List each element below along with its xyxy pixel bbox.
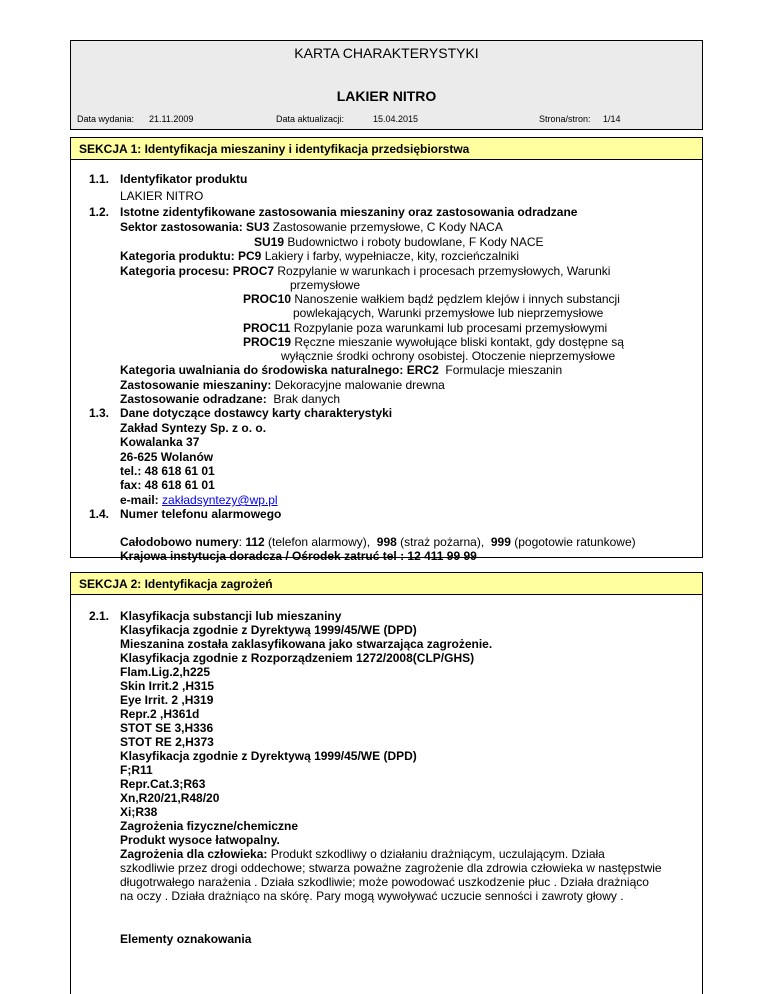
company-phone: tel.: 48 618 61 01 [120, 464, 215, 478]
human-hazard-line: szkodliwie przez drogi oddechowe; stwarza poważne zagrożenie dla zdrowia człowieka w następstwie [120, 861, 662, 875]
subsection-title: Istotne zidentyfikowane zastosowania mieszaniny oraz zastosowania odradzane [120, 205, 578, 219]
company-city: 26-625 Wolanów [120, 450, 214, 464]
subsection-title: Numer telefonu alarmowego [120, 507, 282, 521]
section-2-heading: SEKCJA 2: Identyfikacja zagrożeń [70, 572, 703, 595]
section-number: 1.1. [89, 172, 110, 186]
hazard-line: Repr.2 ,H361d [120, 707, 200, 721]
subsection-title: Identyfikator produktu [120, 172, 248, 186]
hazard-line: Klasyfikacja zgodnie z Rozporządzeniem 1272/2008(CLP/GHS) [120, 651, 475, 665]
subsection-title: Dane dotyczące dostawcy karty charakterystyki [120, 406, 393, 420]
company-street: Kowalanka 37 [120, 435, 200, 449]
section-number: 1.4. [89, 507, 110, 521]
human-hazard-line: na oczy . Działa drażniąco na skórę. Pary mogą wywoływać uczucie senności i zawroty głowy . [120, 889, 624, 903]
sector-line: Sektor zastosowania: SU3 Zastosowanie przemysłowe, C Kody NACA [120, 220, 503, 234]
process-category-line: Kategoria procesu: PROC7 Rozpylanie w warunkach i procesach przemysłowych, Warunki [120, 264, 611, 278]
hazard-line: Zagrożenia fizyczne/chemiczne [120, 819, 299, 833]
hazard-line: Mieszanina została zaklasyfikowana jako stwarzająca zagrożenie. [120, 637, 493, 651]
hazard-line: Xn,R20/21,R48/20 [120, 791, 220, 805]
hazard-line: Produkt wysoce łatwopalny. [120, 833, 280, 847]
hazard-line: Skin Irrit.2 ,H315 [120, 679, 215, 693]
product-name: LAKIER NITRO [336, 88, 437, 104]
issue-date: 21.11.2009 [149, 114, 194, 124]
hazard-line: Xi;R38 [120, 805, 158, 819]
company-name: Zakład Syntezy Sp. z o. o. [120, 421, 267, 435]
hazard-line: Klasyfikacja zgodnie z Dyrektywą 1999/45/WE (DPD) [120, 623, 417, 637]
proc11-line: PROC11 Rozpylanie poza warunkami lub procesami przemysłowymi [243, 321, 608, 335]
advisory-line: Krajowa instytucja doradcza / Ośrodek zatruć tel : 12 411 99 99 [120, 549, 477, 563]
hazard-line: F;R11 [120, 763, 153, 777]
env-release-line: Kategoria uwalniania do środowiska naturalnego: ERC2 Formulacje mieszanin [120, 363, 563, 377]
section-number: 1.3. [89, 406, 110, 420]
hazard-line: Eye Irrit. 2 ,H319 [120, 693, 214, 707]
not-recommended-line: Zastosowanie odradzane: Brak danych [120, 392, 341, 406]
hazard-line: Klasyfikacja substancji lub mieszaniny [120, 609, 342, 623]
product-category-line: Kategoria produktu: PC9 Lakiery i farby, wypełniacze, kity, rozcieńczalniki [120, 249, 520, 263]
proc10-line: PROC10 Nanoszenie wałkiem bądź pędzlem klejów i innych substancji [243, 292, 620, 306]
document-title: KARTA CHARAKTERYSTYKI [294, 45, 479, 61]
update-date: 15.04.2015 [373, 114, 419, 124]
hazard-line: Flam.Lig.2,h225 [120, 665, 211, 679]
proc7-continuation: przemysłowe [290, 278, 361, 292]
section-number: 2.1. [89, 609, 110, 623]
product-identifier: LAKIER NITRO [120, 189, 204, 203]
labelling-elements-title: Elementy oznakowania [120, 932, 252, 946]
company-email-line: e-mail: zakładsyntezy@wp.pl [120, 493, 278, 507]
proc19-line: PROC19 Ręczne mieszanie wywołujące bliski kontakt, gdy dostępne są [243, 335, 624, 349]
hazard-line: Repr.Cat.3;R63 [120, 777, 206, 791]
document-header [70, 40, 703, 130]
hazard-line: STOT RE 2,H373 [120, 735, 214, 749]
proc19-continuation: wyłącznie środki ochrony osobistej. Otoczenie nieprzemysłowe [281, 349, 616, 363]
page-number: 1/14 [603, 114, 621, 124]
update-date-label: Data aktualizacji: [276, 114, 345, 124]
hazard-line: Klasyfikacja zgodnie z Dyrektywą 1999/45/WE (DPD) [120, 749, 417, 763]
mixture-use-line: Zastosowanie mieszaniny: Dekoracyjne malowanie drewna [120, 378, 445, 392]
company-fax: fax: 48 618 61 01 [120, 478, 215, 492]
email-link[interactable]: zakładsyntezy@wp.pl [162, 493, 278, 507]
issue-date-label: Data wydania: [77, 114, 135, 124]
section-2-body [70, 595, 703, 994]
section-number: 1.2. [89, 205, 110, 219]
page-label: Strona/stron: [539, 114, 591, 124]
proc10-continuation: powlekających, Warunki przemysłowe lub nieprzemysłowe [293, 306, 604, 320]
human-hazard-line: Zagrożenia dla człowieka: Produkt szkodliwy o działaniu drażniącym, uczulającym. Działa [120, 847, 605, 861]
su19-line: SU19 Budownictwo i roboty budowlane, F Kody NACE [254, 235, 544, 249]
section-1-heading: SEKCJA 1: Identyfikacja mieszaniny i identyfikacja przedsiębiorstwa [70, 137, 703, 160]
human-hazard-line: długotrwałego narażenia . Działa szkodliwie; może powodować uszkodzenie płuc . Działa drażniąco [120, 875, 649, 889]
hazard-line: STOT SE 3,H336 [120, 721, 214, 735]
section-1-body [70, 160, 703, 563]
emergency-numbers-line: Całodobowo numery: 112 (telefon alarmowy), 998 (straż pożarna), 999 (pogotowie ratunkowe) [120, 535, 636, 549]
